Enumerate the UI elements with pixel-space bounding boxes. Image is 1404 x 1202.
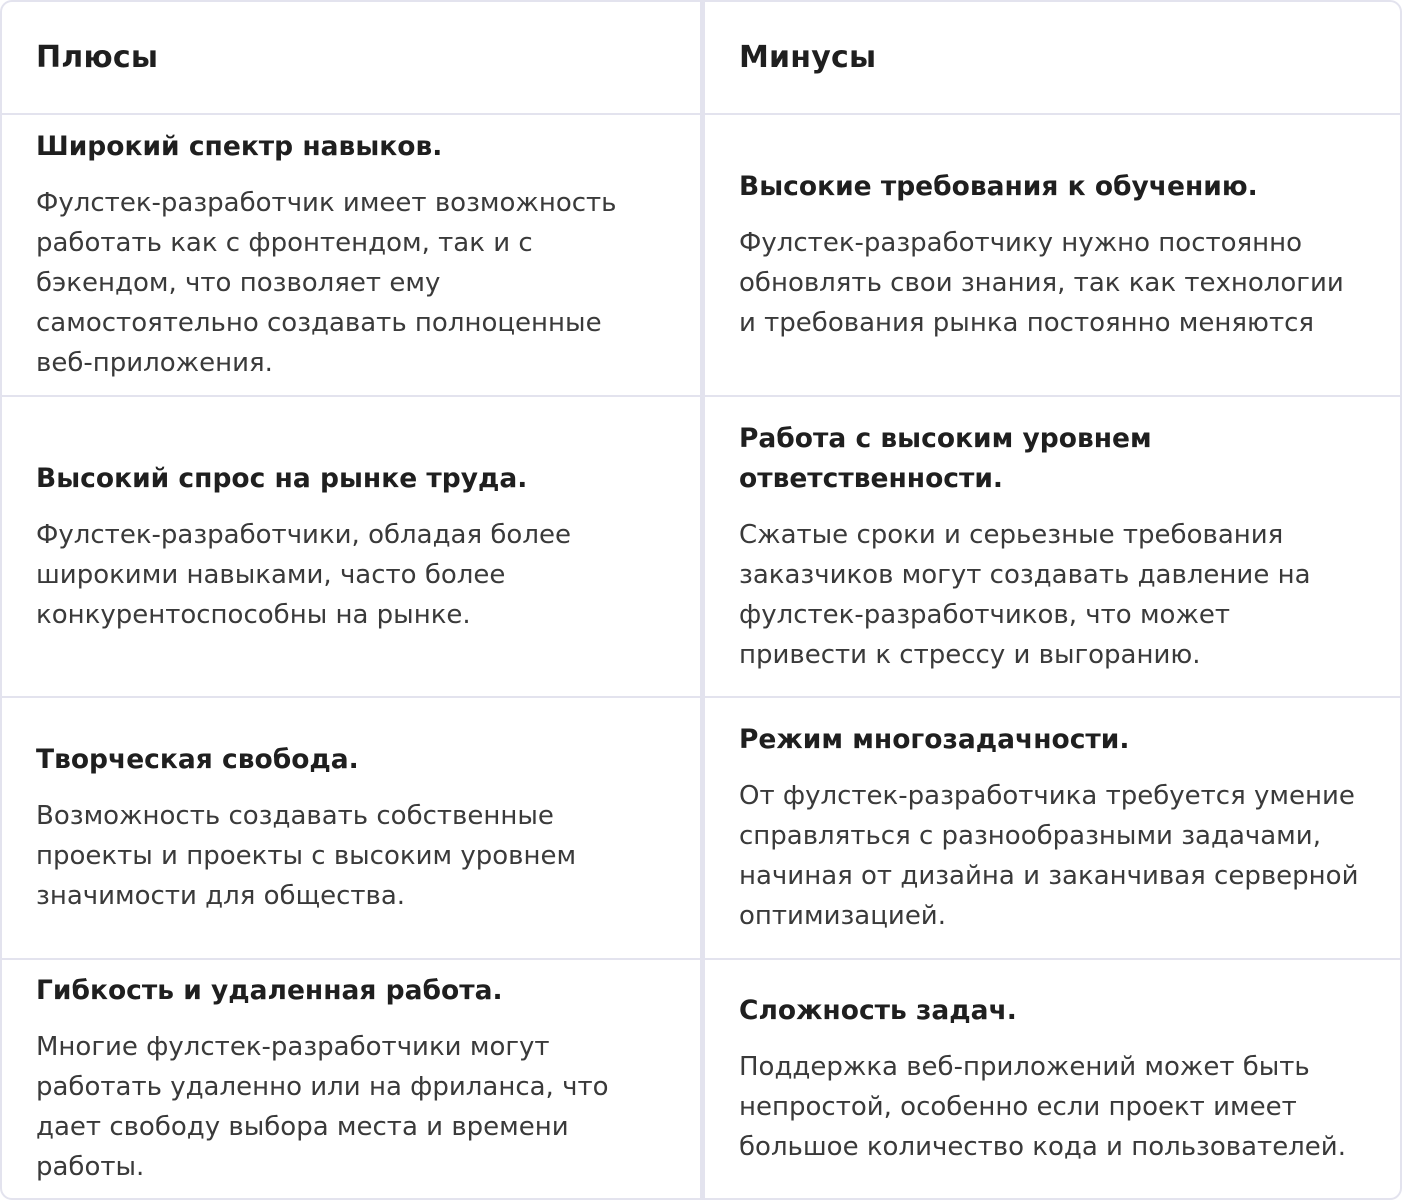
- pro-cell-3: [2, 698, 705, 960]
- pro-cell-1: [2, 115, 705, 397]
- pro-item-title: Широкий спектр навыков.: [36, 131, 443, 162]
- pro-item-text: Многие фулстек-разработчики могут работать удаленно или на фриланса, что дает свободу выбора места и времени работы.: [36, 1032, 609, 1182]
- con-cell-2: [705, 397, 1400, 698]
- pro-item-text: Возможность создавать собственные проекты и проекты с высоким уровнем значимости для общества.: [36, 801, 577, 911]
- con-item-text: Сжатые сроки и серьезные требования заказчиков могут создавать давление на фулстек-разработчиков, что может привести к стрессу и выгоранию.: [739, 519, 1311, 670]
- con-cell-3: [705, 698, 1400, 960]
- pro-item-text: Фулстек-разработчик имеет возможность работать как с фронтендом, так и с бэкендом, что позволяет ему самостоятельно создавать полноценные веб-приложения.: [36, 188, 617, 378]
- con-item-text: Поддержка веб-приложений может быть непростой, особенно если проект имеет большое количество кода и пользователей.: [739, 1052, 1346, 1162]
- pro-item-text: Фулстек-разработчики, обладая более широкими навыками, часто более конкурентоспособны на рынке.: [36, 519, 571, 630]
- pros-header-cell: [2, 2, 705, 115]
- con-item-title: Высокие требования к обучению.: [739, 171, 1258, 202]
- con-item-title: Режим многозадачности.: [739, 724, 1130, 755]
- cons-column-title: Минусы: [739, 40, 877, 75]
- con-item-text: Фулстек-разработчику нужно постоянно обновлять свои знания, так как технологии и требования рынка постоянно меняются: [739, 228, 1344, 338]
- pro-item-title: Высокий спрос на рынке труда.: [36, 462, 528, 494]
- pro-cell-2: [2, 397, 705, 698]
- pro-cell-4: [2, 960, 705, 1198]
- con-cell-1: [705, 115, 1400, 397]
- con-item-title: Работа с высоким уровнем ответственности.: [739, 422, 1152, 494]
- con-cell-4: [705, 960, 1400, 1198]
- pros-column-title: Плюсы: [36, 40, 159, 75]
- pro-item-title: Гибкость и удаленная работа.: [36, 975, 503, 1006]
- con-item-text: От фулстек-разработчика требуется умение справляться с разнообразными задачами, начиная от дизайна и заканчивая серверной оптимизацией.: [739, 781, 1359, 931]
- con-item-title: Сложность задач.: [739, 995, 1017, 1026]
- pro-item-title: Творческая свобода.: [36, 744, 359, 775]
- cons-header-cell: [705, 2, 1400, 115]
